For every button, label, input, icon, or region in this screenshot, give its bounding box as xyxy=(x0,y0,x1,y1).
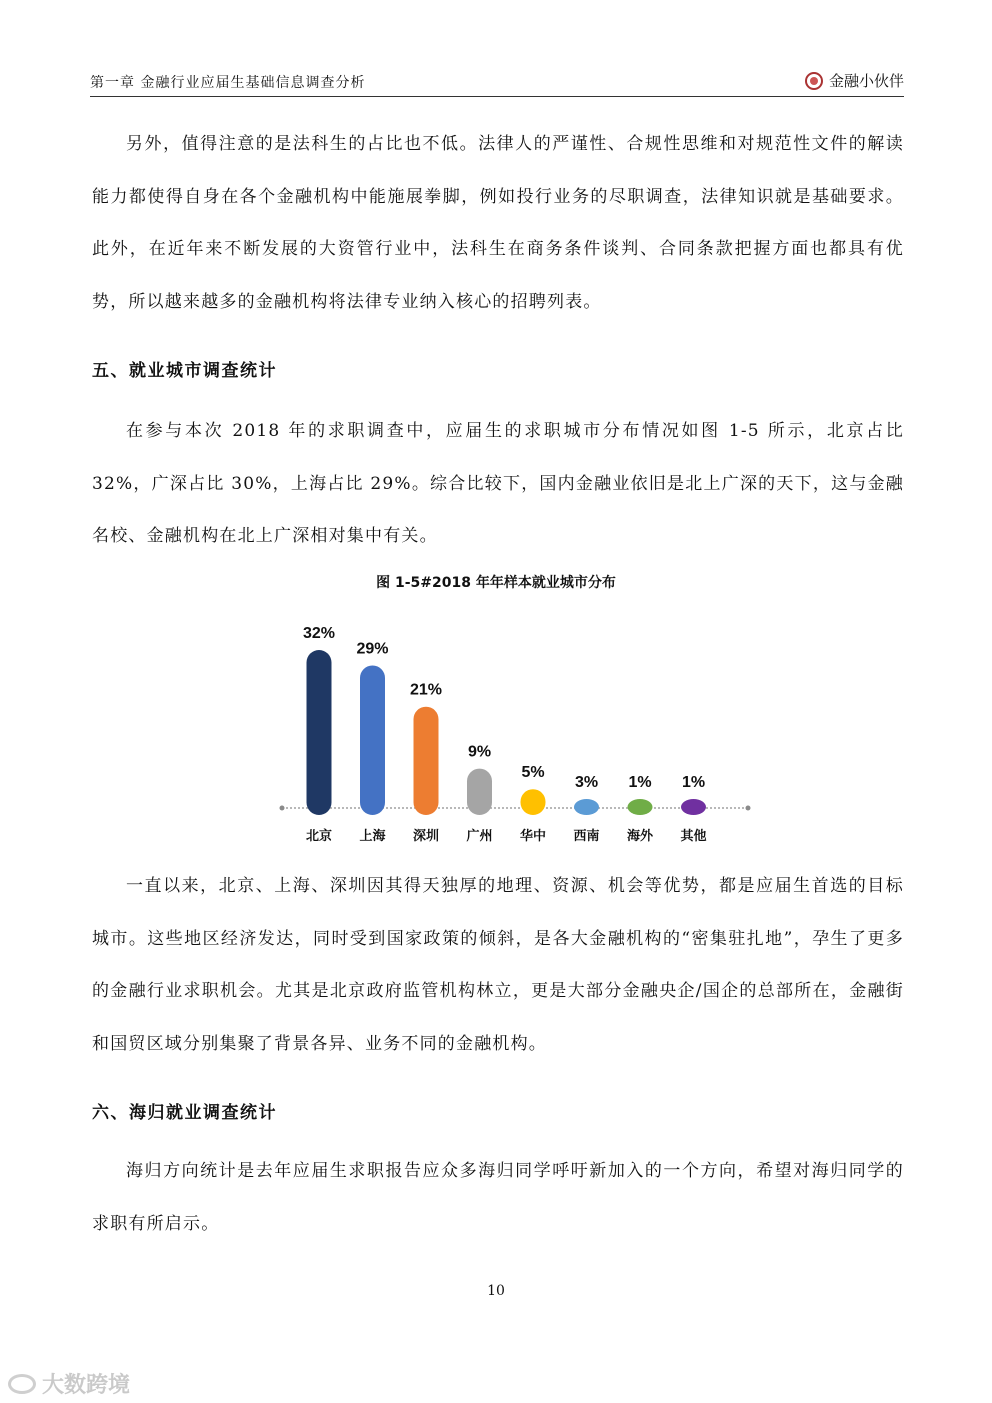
city-distribution-chart xyxy=(270,605,770,850)
bar-7 xyxy=(628,799,653,815)
bar-value-label: 1% xyxy=(628,774,652,791)
bar-5 xyxy=(521,789,546,815)
watermark xyxy=(8,1368,130,1399)
bar-value-label: 9% xyxy=(467,743,492,761)
figure-caption: 图 1-5#2018 年年样本就业城市分布 xyxy=(376,575,616,591)
bar-value-label: 29% xyxy=(356,640,389,658)
bar-2 xyxy=(360,665,385,815)
bar-1 xyxy=(307,650,332,815)
section-heading-cities: 五、就业城市调查统计 xyxy=(92,361,277,381)
bar-value-label: 32% xyxy=(302,625,336,642)
bar-3 xyxy=(414,707,439,815)
paragraph-law-students: 另外，值得注意的是法科生的占比也不低。法律人的严谨性、合规性思维和对规范性文件的解读能力都使得自身在各个金融机构中能施展拳脚，例如投行业务的尽职调查，法律知识就是基础要求。此外，在近年来不断发展的大资管行业中，法科生在商务条件谈判、合同条款把握方面也都具有优势，所以越来越多的金融机构将法律专业纳入核心的招聘列表。 xyxy=(92,134,904,312)
brand-name: 金融小伙伴 xyxy=(828,72,904,90)
page-number: 10 xyxy=(487,1283,505,1299)
bar-6 xyxy=(574,799,599,815)
category-label: 其他 xyxy=(680,829,707,844)
bar-value-label: 1% xyxy=(681,774,706,791)
axis-start-dot xyxy=(280,806,285,811)
bar-value-label: 21% xyxy=(409,681,443,699)
bar-4 xyxy=(467,769,492,815)
category-label: 广州 xyxy=(466,829,493,844)
watermark-logo-icon xyxy=(8,1374,36,1394)
paragraph-city-distribution: 在参与本次 2018 年的求职调查中，应届生的求职城市分布情况如图 1-5 所示，北京占比 32%，广深占比 30%，上海占比 29%。综合比较下，国内金融业依旧是北上广深的天下，这与金融名校、金融机构在北上广深相对集中有关。 xyxy=(92,421,904,546)
chapter-title: 第一章 金融行业应届生基础信息调查分析 xyxy=(90,75,366,91)
page-header xyxy=(90,66,904,97)
paragraph-top-cities: 一直以来，北京、上海、深圳因其得天独厚的地理、资源、机会等优势，都是应届生首选的目标城市。这些地区经济发达，同时受到国家政策的倾斜，是各大金融机构的“密集驻扎地”，孕生了更多的金融行业求职机会。尤其是北京政府监管机构林立，更是大部分金融央企/国企的总部所在，金融街和国贸区域分别集聚了背景各异、业务不同的金融机构。 xyxy=(92,876,904,1054)
category-label: 华中 xyxy=(519,829,547,844)
brand-logo-icon xyxy=(805,72,823,90)
section-heading-returnees: 六、海归就业调查统计 xyxy=(92,1103,277,1123)
brand xyxy=(805,70,904,91)
category-label: 海外 xyxy=(626,829,654,844)
category-label: 北京 xyxy=(305,829,333,844)
category-label: 深圳 xyxy=(412,829,440,844)
bar-8 xyxy=(681,799,706,815)
watermark-text: 大数跨境 xyxy=(42,1373,131,1398)
paragraph-returnees: 海归方向统计是去年应届生求职报告应众多海归同学呼吁新加入的一个方向，希望对海归同学的求职有所启示。 xyxy=(92,1161,904,1234)
bar-value-label: 3% xyxy=(574,774,599,791)
category-label: 西南 xyxy=(573,829,600,844)
axis-end-dot xyxy=(746,806,751,811)
bar-value-label: 5% xyxy=(521,764,545,782)
category-label: 上海 xyxy=(359,829,386,844)
